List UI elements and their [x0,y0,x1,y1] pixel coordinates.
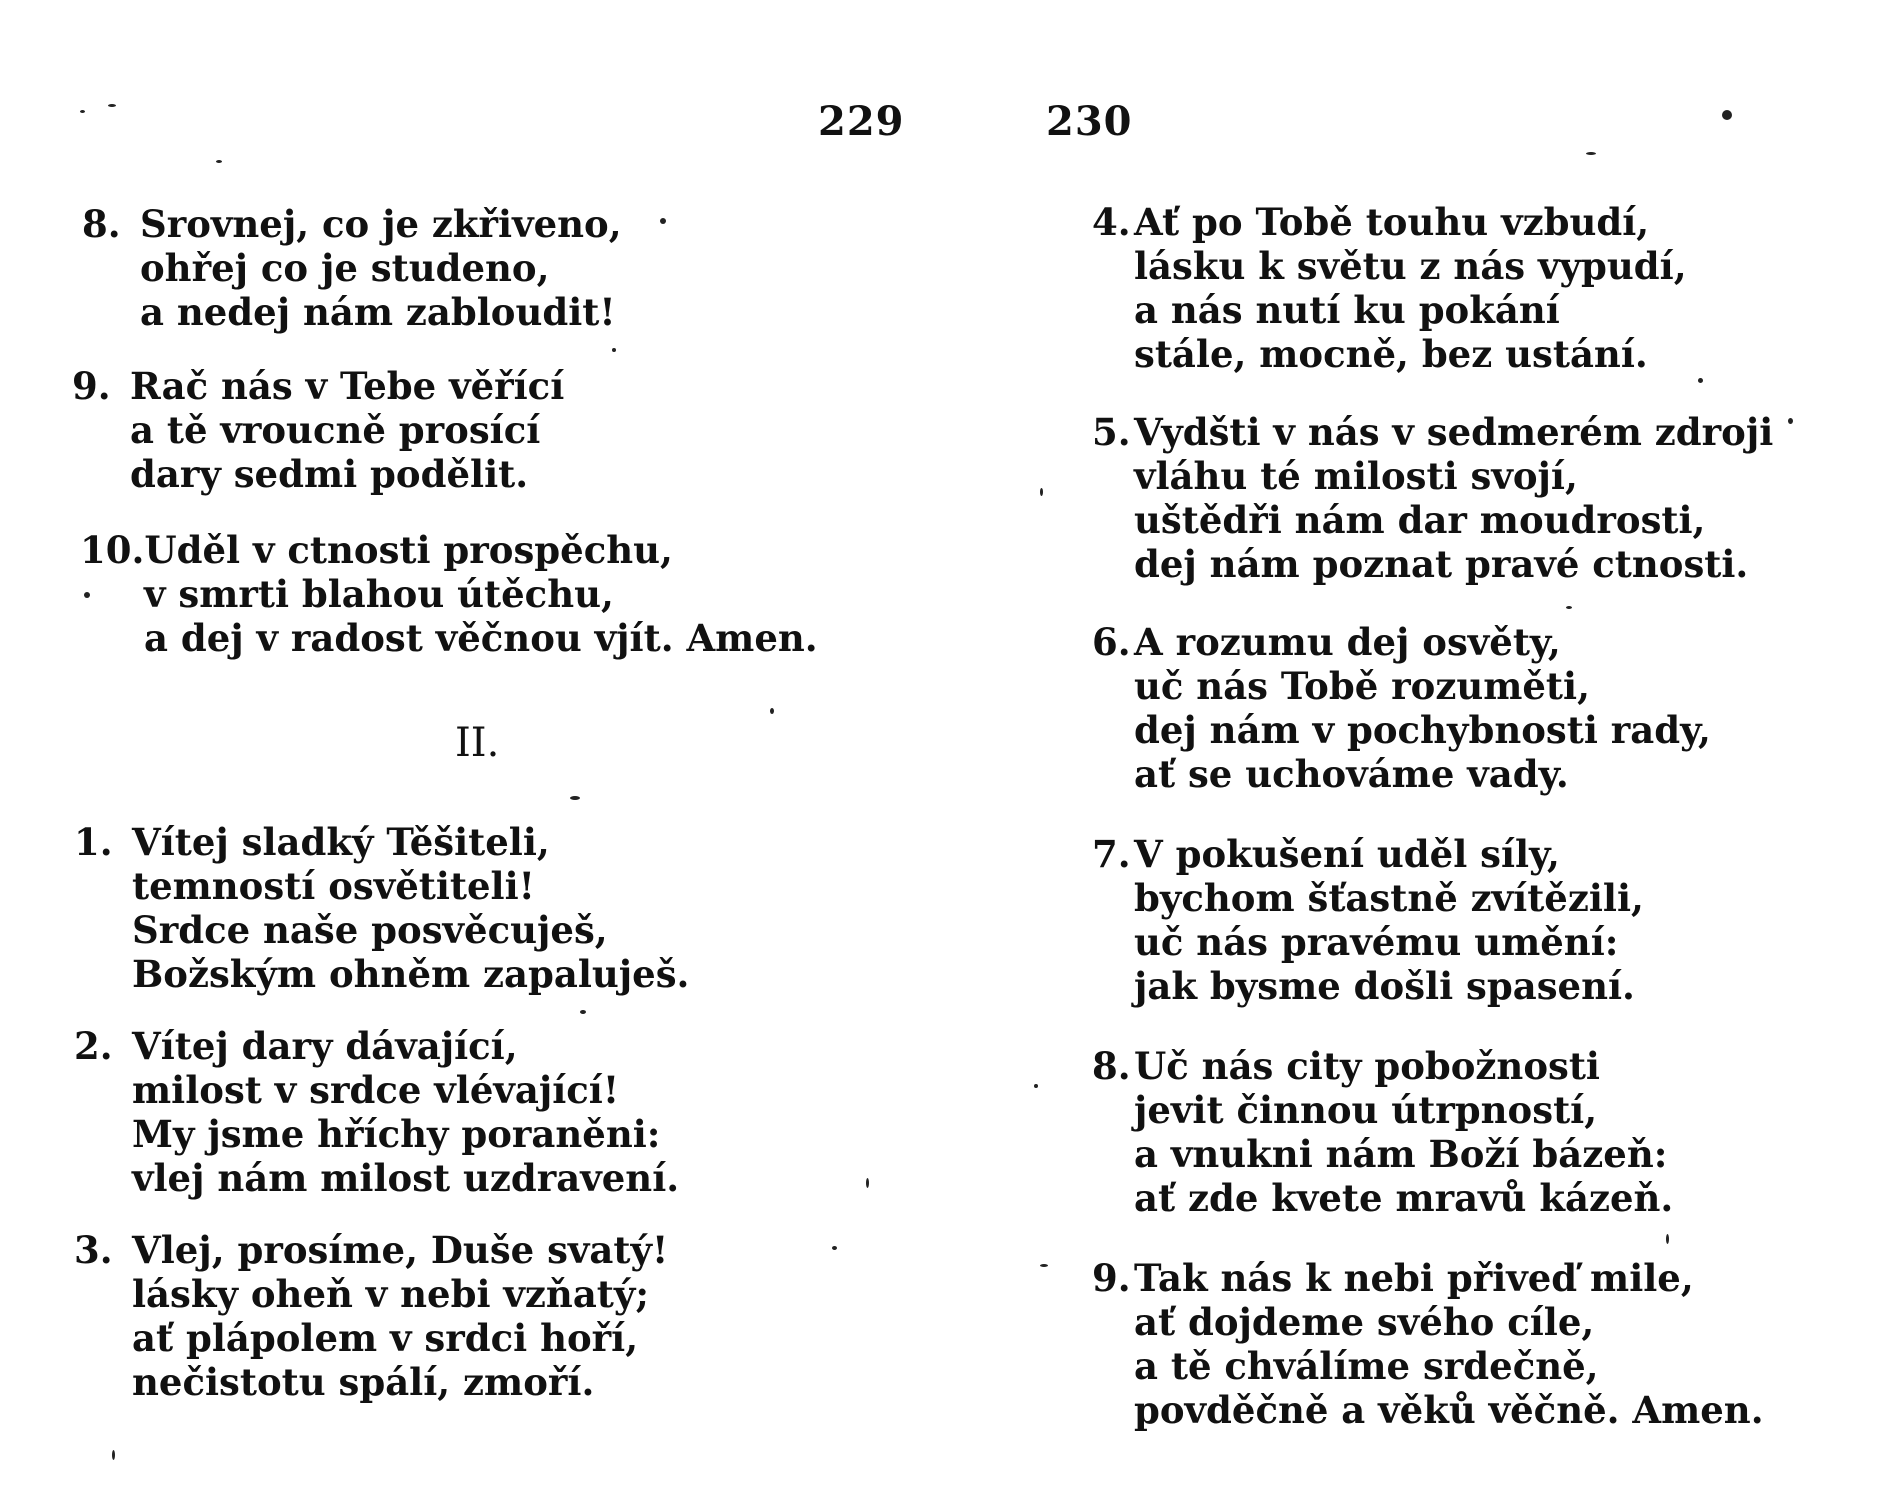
print-speck [84,592,90,598]
verse-line: dej nám poznat pravé ctnosti. [1134,542,1749,586]
verse-line: Tak nás k nebi přiveď mile, [1134,1256,1694,1300]
left-stanza-ii-2 [74,1024,679,1200]
left-stanza-9 [72,364,564,496]
verse-line: dary sedmi podělit. [130,452,529,496]
print-speck [216,160,222,163]
left-stanza-ii-1 [74,820,689,996]
verse-line: vlej nám milost uzdravení. [132,1156,680,1200]
verse-line: Vítej sladký Těšiteli, [132,820,550,864]
verse-line: povděčně a věků věčně. Amen. [1134,1388,1764,1432]
print-speck [108,104,116,107]
verse-line: uč nás pravému umění: [1134,920,1619,964]
verse-line: uč nás Tobě rozuměti, [1134,664,1590,708]
verse-line: Vydšti v nás v sedmerém zdroji [1134,410,1774,454]
print-speck [866,1178,869,1188]
print-speck [1788,418,1793,424]
stanza-number: 4. [1092,200,1131,244]
verse-line: jak bysme došli spasení. [1134,964,1635,1008]
print-speck [112,1450,115,1460]
print-speck [832,1246,837,1250]
stanza-number: 9. [72,364,111,408]
verse-line: Uč nás city pobožnosti [1134,1044,1600,1088]
verse-line: a dej v radost věčnou vjít. Amen. [144,616,818,660]
stanza-number: 5. [1092,410,1131,454]
verse-line: bychom šťastně zvítězili, [1134,876,1644,920]
verse-line: jevit činnou útrpností, [1134,1088,1598,1132]
verse-line: V pokušení uděl síly, [1134,832,1560,876]
stanza-number: 7. [1092,832,1131,876]
print-speck [770,708,774,714]
left-stanza-10 [80,528,818,660]
stanza-number: 10. [80,528,145,572]
right-stanza-6 [1092,620,1711,796]
left-stanza-8 [82,202,622,334]
print-speck [570,796,580,800]
print-speck [1586,152,1596,155]
verse-line: a tě chválíme srdečně, [1134,1344,1599,1388]
verse-line: lásky oheň v nebi vzňatý; [132,1272,650,1316]
print-speck [1722,110,1732,120]
print-speck [1666,1234,1669,1244]
print-speck [660,218,666,224]
verse-line: Vítej dary dávající, [132,1024,518,1068]
right-stanza-8 [1092,1044,1673,1220]
page-number-left: 229 [818,98,905,145]
right-stanza-4 [1092,200,1687,376]
print-speck [1040,488,1043,496]
stanza-number: 8. [1092,1044,1131,1088]
verse-line: Uděl v ctnosti prospěchu, [144,528,673,572]
print-speck [1566,606,1572,609]
stanza-number: 8. [82,202,121,246]
page-number-right: 230 [1046,98,1133,145]
print-speck [612,348,616,352]
verse-line: uštědři nám dar moudrosti, [1134,498,1706,542]
verse-line: dej nám v pochybnosti rady, [1134,708,1711,752]
right-stanza-5 [1092,410,1773,586]
verse-line: temností osvětiteli! [132,864,535,908]
verse-line: ohřej co je studeno, [140,246,550,290]
verse-line: stále, mocně, bez ustání. [1134,332,1648,376]
section-heading: II. [455,720,500,766]
verse-line: nečistotu spálí, zmoří. [132,1360,595,1404]
verse-line: Srdce naše posvěcuješ, [132,908,608,952]
verse-line: Rač nás v Tebe věřící [130,364,565,408]
right-page [946,0,1892,1500]
verse-line: a vnukni nám Boží bázeň: [1134,1132,1668,1176]
verse-line: My jsme hříchy poraněni: [132,1112,661,1156]
print-speck [580,1010,586,1014]
stanza-number: 3. [74,1228,113,1272]
print-speck [1698,378,1703,383]
verse-line: lásku k světu z nás vypudí, [1134,244,1687,288]
verse-line: a nedej nám zabloudit! [140,290,616,334]
stanza-number: 6. [1092,620,1131,664]
verse-line: milost v srdce vlévající! [132,1068,620,1112]
verse-line: Božským ohněm zapaluješ. [132,952,690,996]
print-speck [1034,1084,1038,1088]
right-stanza-7 [1092,832,1644,1008]
print-speck [1040,1264,1048,1267]
stanza-number: 1. [74,820,113,864]
verse-line: ať se uchováme vady. [1134,752,1569,796]
verse-line: A rozumu dej osvěty, [1134,620,1561,664]
verse-line: a tě vroucně prosící [130,408,541,452]
verse-line: Vlej, prosíme, Duše svatý! [132,1228,669,1272]
verse-line: ať dojdeme svého cíle, [1134,1300,1595,1344]
stanza-number: 2. [74,1024,113,1068]
print-speck [80,110,85,113]
verse-line: ať zde kvete mravů kázeň. [1134,1176,1674,1220]
left-stanza-ii-3 [74,1228,668,1404]
verse-line: vláhu té milosti svojí, [1134,454,1578,498]
verse-line: ať plápolem v srdci hoří, [132,1316,639,1360]
verse-line: a nás nutí ku pokání [1134,288,1560,332]
verse-line: v smrti blahou útěchu, [144,572,614,616]
stanza-number: 9. [1092,1256,1131,1300]
verse-line: Ať po Tobě touhu vzbudí, [1134,200,1650,244]
right-stanza-9 [1092,1256,1764,1432]
verse-line: Srovnej, co je zkřiveno, [140,202,622,246]
